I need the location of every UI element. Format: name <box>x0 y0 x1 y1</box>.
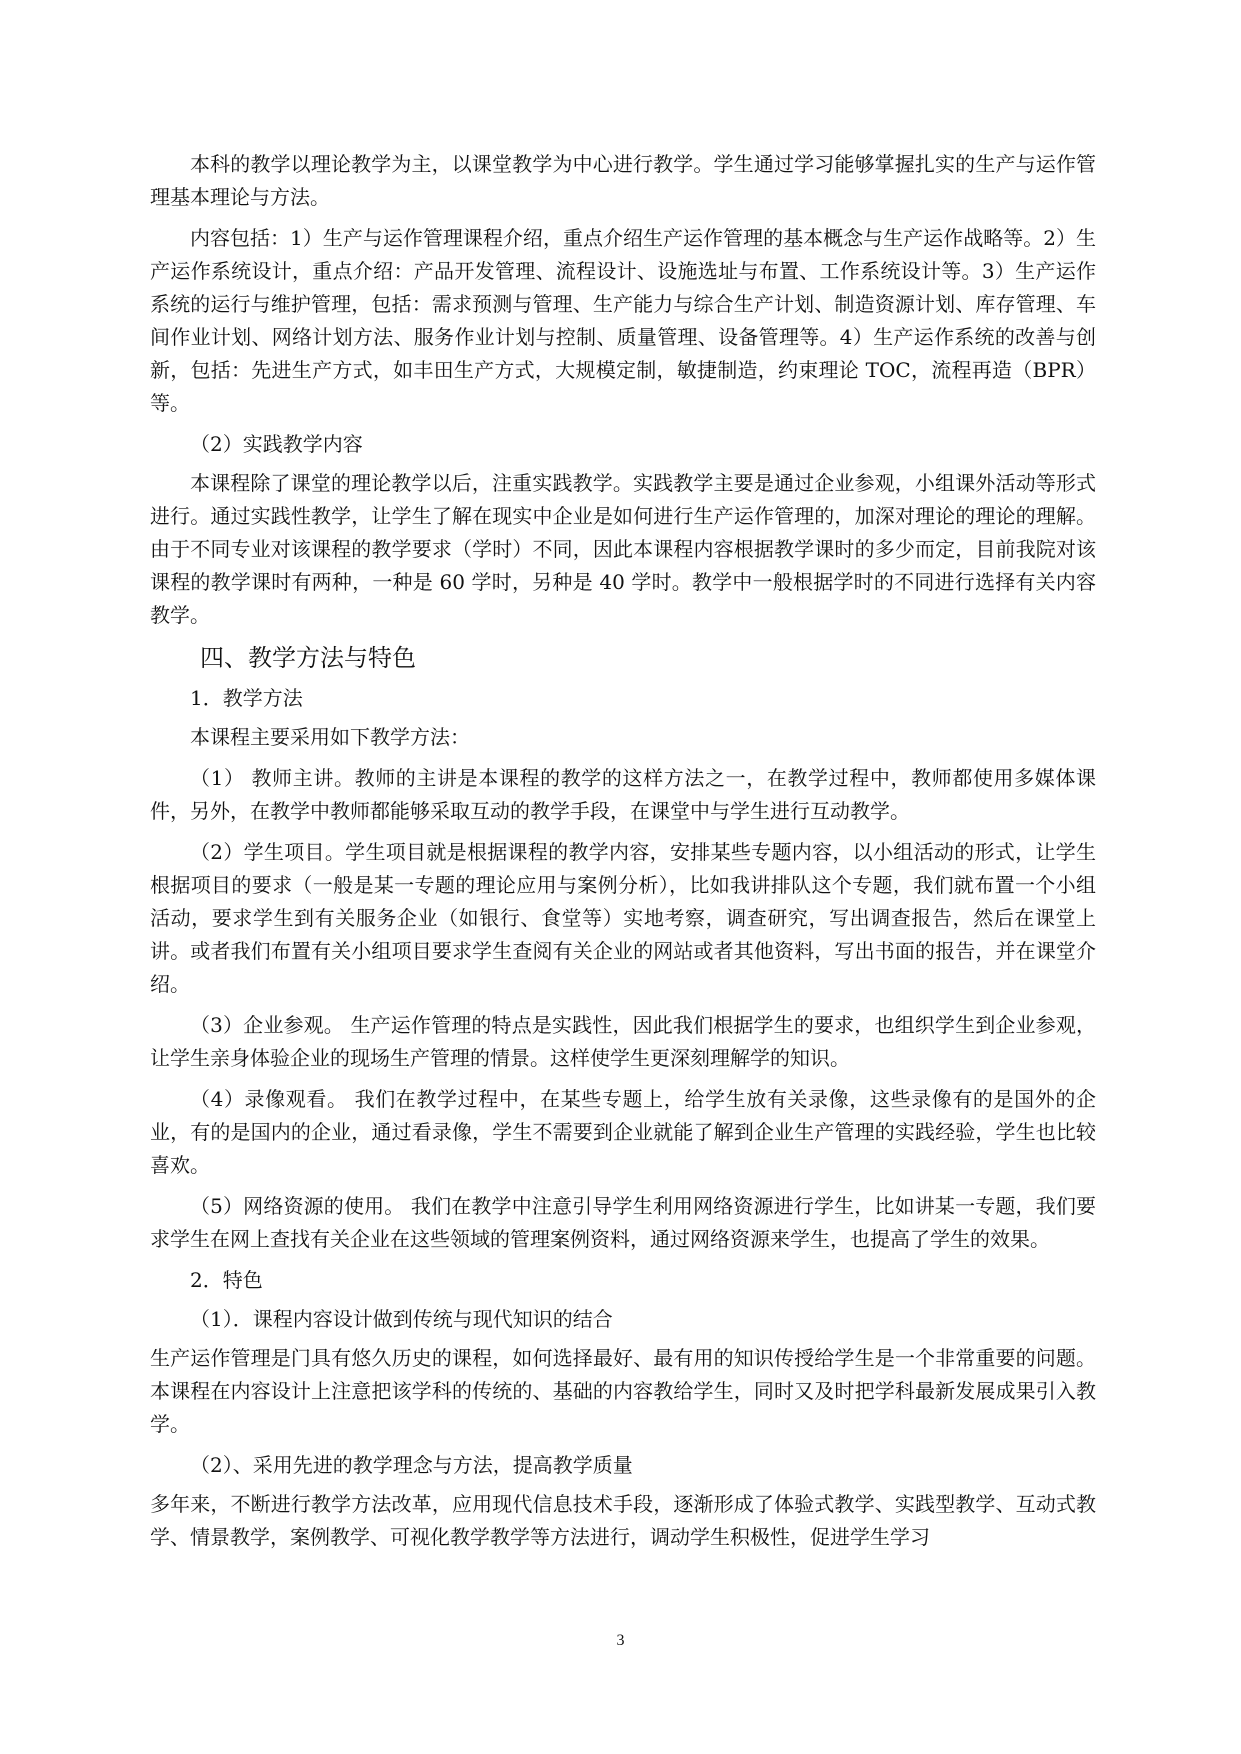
paragraph-method-lecture: （1） 教师主讲。教师的主讲是本课程的教学的这样方法之一，在教学过程中，教师都使用多媒体课件，另外，在教学中教师都能够采取互动的教学手段，在课堂中与学生进行互动教学。 <box>150 766 1096 823</box>
subheading-practice-content: （2）实践教学内容 <box>190 432 363 456</box>
subheading-feature-advanced-methods: （2）、采用先进的教学理念与方法，提高教学质量 <box>190 1453 633 1477</box>
paragraph-methods-intro: 本课程主要采用如下教学方法： <box>190 725 470 749</box>
paragraph-teaching-focus: 本科的教学以理论教学为主，以课堂教学为中心进行教学。学生通过学习能够掌握扎实的生产与运作管理基本理论与方法。 <box>150 152 1096 209</box>
document-page <box>150 148 1096 1562</box>
paragraph-method-video: （4）录像观看。 我们在教学过程中，在某些专题上，给学生放有关录像，这些录像有的是国外的企业，有的是国内的企业，通过看录像，学生不需要到企业就能了解到企业生产管理的实践经验，学生也比较喜欢。 <box>150 1087 1096 1177</box>
paragraph-method-company-visit: （3）企业参观。 生产运作管理的特点是实践性，因此我们根据学生的要求，也组织学生到企业参观，让学生亲身体验企业的现场生产管理的情景。这样使学生更深刻理解学的知识。 <box>150 1013 1096 1070</box>
section-heading-methods-features: 四、教学方法与特色 <box>200 644 416 672</box>
subheading-teaching-methods: 1．教学方法 <box>190 686 303 710</box>
paragraph-method-student-project: （2）学生项目。学生项目就是根据课程的教学内容，安排某些专题内容，以小组活动的形式，让学生根据项目的要求（一般是某一专题的理论应用与案例分析），比如我讲排队这个专题，我们就布置一个小组活动，要求学生到有关服务企业（如银行、食堂等）实地考察，调查研究，写出调查报告，然后在课堂上讲。或者我们布置有关小组项目要求学生查阅有关企业的网站或者其他资料，写出书面的报告，并在课堂介绍。 <box>150 840 1096 996</box>
subheading-features: 2．特色 <box>190 1268 263 1292</box>
paragraph-feature-advanced-methods: 多年来，不断进行教学方法改革，应用现代信息技术手段，逐渐形成了体验式教学、实践型教学、互动式教学、情景教学，案例教学、可视化教学教学等方法进行，调动学生积极性，促进学生学习 <box>150 1492 1096 1549</box>
page-number: 3 <box>616 1632 625 1649</box>
paragraph-practice-teaching: 本课程除了课堂的理论教学以后，注重实践教学。实践教学主要是通过企业参观，小组课外活动等形式进行。通过实践性教学，让学生了解在现实中企业是如何进行生产运作管理的，加深对理论的理论的理解。由于不同专业对该课程的教学要求（学时）不同，因此本课程内容根据教学课时的多少而定，目前我院对该课程的教学课时有两种，一种是 60 学时，另种是 40 学时。教学中一般根据学时的不同进行选择有关内容教学。 <box>150 471 1096 627</box>
paragraph-content-list: 内容包括：1）生产与运作管理课程介绍，重点介绍生产运作管理的基本概念与生产运作战略等。2）生产运作系统设计，重点介绍：产品开发管理、流程设计、设施选址与布置、工作系统设计等。3）生产运作系统的运行与维护管理，包括：需求预测与管理、生产能力与综合生产计划、制造资源计划、库存管理、车间作业计划、网络计划方法、服务作业计划与控制、质量管理、设备管理等。4）生产运作系统的改善与创新，包括：先进生产方式，如丰田生产方式，大规模定制，敏捷制造，约束理论 TOC，流程再造（BPR）等。 <box>150 226 1096 415</box>
subheading-feature-content-design: （1）．课程内容设计做到传统与现代知识的结合 <box>190 1307 613 1331</box>
paragraph-method-network-resources: （5）网络资源的使用。 我们在教学中注意引导学生利用网络资源进行学生，比如讲某一专题，我们要求学生在网上查找有关企业在这些领域的管理案例资料，通过网络资源来学生，也提高了学生的效果。 <box>150 1194 1096 1251</box>
paragraph-feature-content-design: 生产运作管理是门具有悠久历史的课程，如何选择最好、最有用的知识传授给学生是一个非常重要的问题。本课程在内容设计上注意把该学科的传统的、基础的内容教给学生，同时又及时把学科最新发展成果引入教学。 <box>150 1346 1096 1436</box>
